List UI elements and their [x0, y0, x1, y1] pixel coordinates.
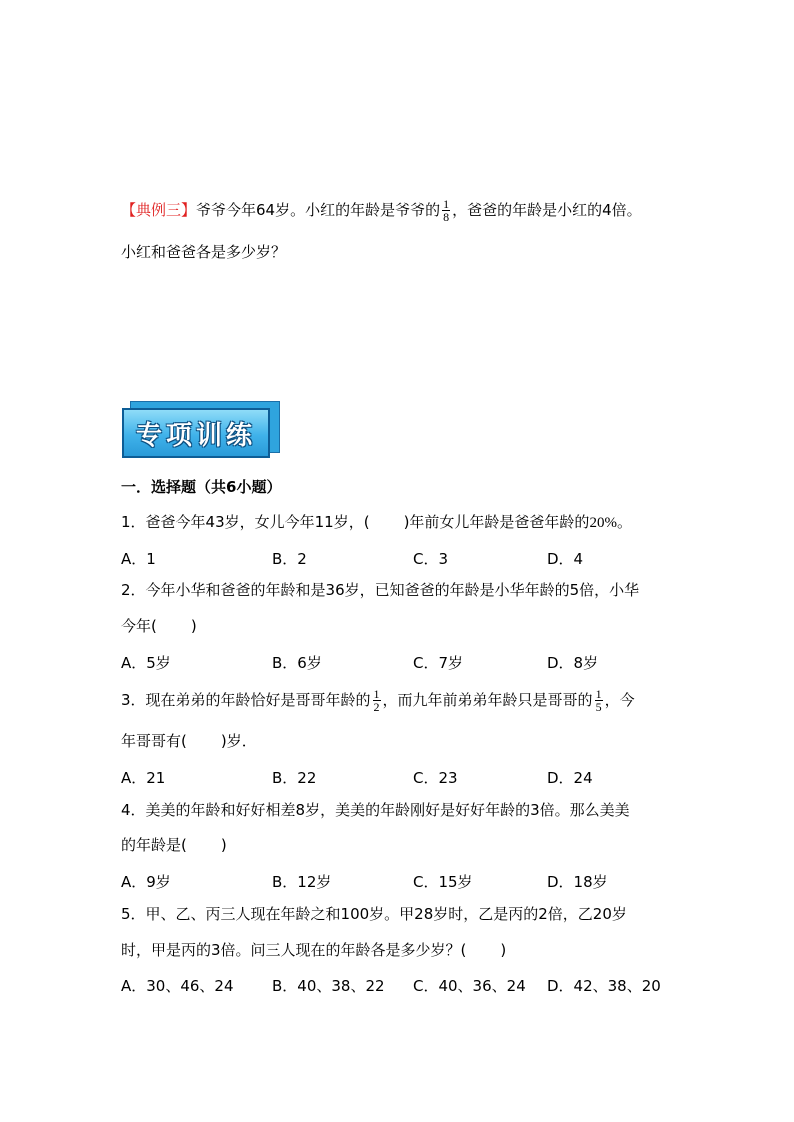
option-d: D．8岁 [547, 654, 599, 672]
option-a: A．21 [121, 769, 166, 787]
option-a: A．30、46、24 [121, 977, 234, 995]
question-1: 1．爸爸今年43岁，女儿今年11岁，( )年前女儿年龄是爸爸年龄的20%。 [121, 513, 632, 531]
question-5-line-1: 5．甲、乙、丙三人现在年龄之和100岁。甲28岁时，乙是丙的2倍，乙20岁 [121, 905, 627, 923]
example-text-a: 爷爷今年64岁。小红的年龄是爷爷的 [196, 201, 441, 219]
fraction-one-half: $\frac{1}{2}$ [373, 687, 380, 714]
question-3-line-1: 3．现在弟弟的年龄恰好是哥哥年龄的 $\frac{1}{2}$ ，而九年前弟弟年龄只是哥哥的 $\frac{1}{5}$ ，今 [121, 687, 635, 714]
option-a: A．9岁 [121, 873, 171, 891]
question-3-line-2: 年哥哥有( )岁． [121, 732, 257, 750]
option-c: C．15岁 [413, 873, 473, 891]
option-d: D．4 [547, 550, 584, 568]
option-b: B．2 [272, 550, 307, 568]
fraction-one-fifth: $\frac{1}{5}$ [595, 687, 602, 714]
section-heading: 一．选择题（共6小题） [121, 478, 282, 496]
option-b: B．40、38、22 [272, 977, 385, 995]
option-c: C．3 [413, 550, 449, 568]
example-line-2: 小红和爸爸各是多少岁？ [121, 243, 287, 261]
banner-face [122, 408, 270, 458]
option-c: C．23 [413, 769, 458, 787]
example-tag: 【典例三】 [121, 201, 197, 219]
option-b: B．6岁 [272, 654, 322, 672]
option-b: B．22 [272, 769, 317, 787]
option-d: D．24 [547, 769, 593, 787]
question-5-line-2: 时，甲是丙的3倍。问三人现在的年龄各是多少岁？( ) [121, 941, 507, 959]
option-c: C．40、36、24 [413, 977, 526, 995]
example-line-1 [121, 198, 642, 223]
option-a: A．1 [121, 550, 156, 568]
option-d: D．18岁 [547, 873, 608, 891]
question-2-line-2: 今年( ) [121, 617, 197, 635]
question-2-line-1: 2．今年小华和爸爸的年龄和是36岁，已知爸爸的年龄是小华年龄的5倍，小华 [121, 581, 640, 599]
section-banner [122, 401, 280, 459]
option-c: C．7岁 [413, 654, 464, 672]
option-d: D．42、38、20 [547, 977, 661, 995]
question-4-line-1: 4．美美的年龄和好好相差8岁，美美的年龄刚好是好好年龄的3倍。那么美美 [121, 801, 630, 819]
banner-title: 专项训练 [135, 420, 256, 451]
question-4-line-2: 的年龄是( ) [121, 836, 227, 854]
example-fraction: $\frac{1}{8}$ [443, 197, 450, 224]
example-text-b: ，爸爸的年龄是小红的4倍。 [452, 201, 642, 219]
option-b: B．12岁 [272, 873, 332, 891]
option-a: A．5岁 [121, 654, 171, 672]
